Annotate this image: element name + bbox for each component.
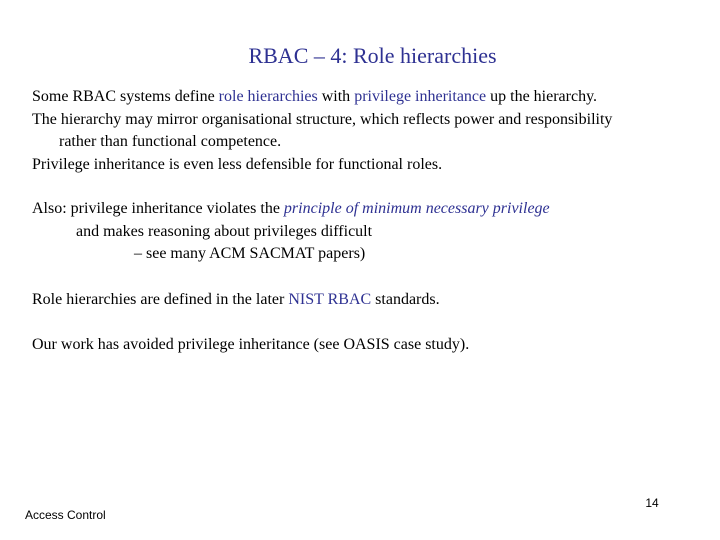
page-number: 14 [645,496,659,510]
paragraph-role-hierarchies [32,86,702,109]
term-privilege-inheritance: privilege inheritance [354,88,487,105]
p5-text-c: standards. [371,290,440,308]
p1-text-e: up the hierarchy. [486,88,598,105]
footer-label: Access Control [25,508,106,522]
term-minimum-necessary-privilege: principle of minimum necessary privilege [283,200,550,217]
paragraph-also-line2: and makes reasoning about privileges difficult [76,222,373,240]
p1-text-c: with [317,88,355,105]
paragraph-also [32,198,702,221]
p4-text-a: Also: privilege inheritance violates the [32,200,284,217]
term-nist-rbac: NIST RBAC [288,290,372,308]
p1-text-a: Some RBAC systems define [32,88,219,105]
paragraph-organisational-structure: The hierarchy may mirror organisational structure, which reflects power and responsibility [32,110,613,128]
paragraph-also-line3: – see many ACM SACMAT papers) [134,245,366,262]
term-role-hierarchies: role hierarchies [218,88,318,105]
slide-body [32,86,702,357]
slide-title: RBAC – 4: Role hierarchies [248,43,497,68]
paragraph-our-work: Our work has avoided privilege inheritance (see OASIS case study). [32,336,470,353]
paragraph-organisational-structure-cont: rather than functional competence. [59,133,282,150]
paragraph-functional-roles: Privilege inheritance is even less defensible for functional roles. [32,155,443,173]
p5-text-a: Role hierarchies are defined in the later [32,290,289,308]
paragraph-nist [32,289,702,312]
